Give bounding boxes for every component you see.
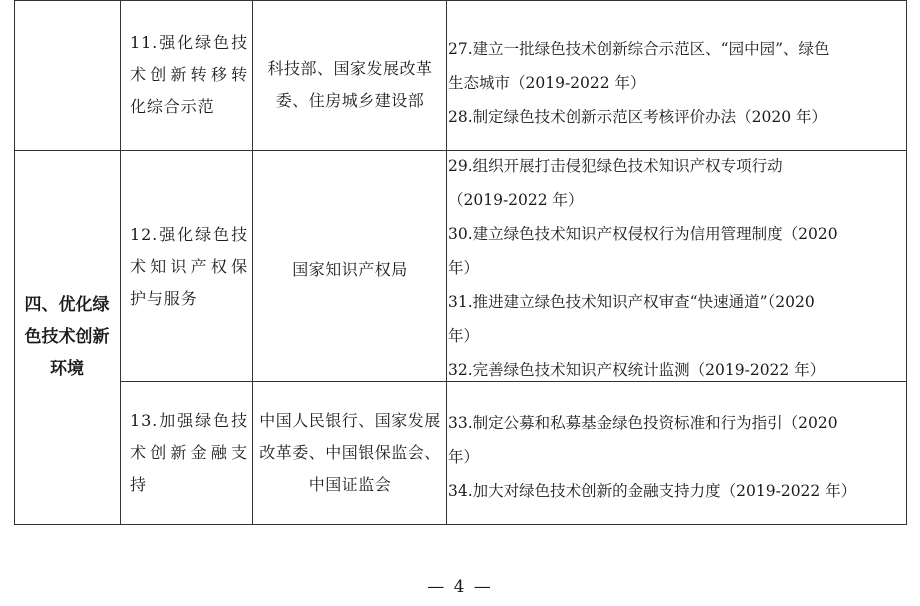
measure-line: 33.制定公募和私募基金绿色投资标准和行为指引（2020 bbox=[448, 414, 838, 432]
measure-line: 29.组织开展打击侵犯绿色技术知识产权专项行动 bbox=[448, 157, 783, 175]
column-divider bbox=[446, 0, 447, 525]
measure-line: 年） bbox=[448, 448, 480, 466]
column-divider bbox=[252, 0, 253, 525]
task-cell: 11.强化绿色技术创新转移转化综合示范 bbox=[130, 33, 248, 116]
page-number: — 4 — bbox=[427, 577, 493, 597]
category-label: 四、优化绿色技术创新环境 bbox=[24, 295, 110, 379]
category-cell bbox=[14, 150, 120, 524]
measure-line: 34.加大对绿色技术创新的金融支持力度（2019-2022 年） bbox=[448, 482, 857, 500]
measure-line: 28.制定绿色技术创新示范区考核评价办法（2020 年） bbox=[448, 108, 828, 126]
measure-line: 年） bbox=[448, 327, 480, 345]
measure-line: （2019-2022 年） bbox=[448, 191, 584, 209]
department-cell: 国家知识产权局 bbox=[292, 260, 408, 279]
measure-line: 30.建立绿色技术知识产权侵权行为信用管理制度（2020 bbox=[448, 225, 838, 243]
measure-line: 31.推进建立绿色技术知识产权审查“快速通道”（2020 bbox=[448, 293, 815, 311]
task-cell: 12.强化绿色技术知识产权保护与服务 bbox=[130, 225, 248, 308]
measures-cell bbox=[448, 32, 906, 134]
measures-cell bbox=[448, 149, 906, 387]
measures-cell bbox=[448, 406, 906, 508]
measure-line: 27.建立一批绿色技术创新综合示范区、“园中园”、绿色 bbox=[448, 40, 830, 58]
column-divider bbox=[906, 0, 907, 525]
task-cell: 13.加强绿色技术创新金融支持 bbox=[130, 411, 248, 494]
department-cell: 科技部、国家发展改革委、住房城乡建设部 bbox=[267, 59, 433, 110]
measure-line: 年） bbox=[448, 259, 480, 277]
department-cell: 中国人民银行、国家发展改革委、中国银保监会、中国证监会 bbox=[259, 411, 441, 494]
column-divider bbox=[120, 0, 121, 525]
table-bottom-border bbox=[14, 524, 907, 525]
row-divider bbox=[14, 0, 907, 1]
measure-line: 32.完善绿色技术知识产权统计监测（2019-2022 年） bbox=[448, 361, 826, 379]
measure-line: 生态城市（2019-2022 年） bbox=[448, 74, 646, 92]
